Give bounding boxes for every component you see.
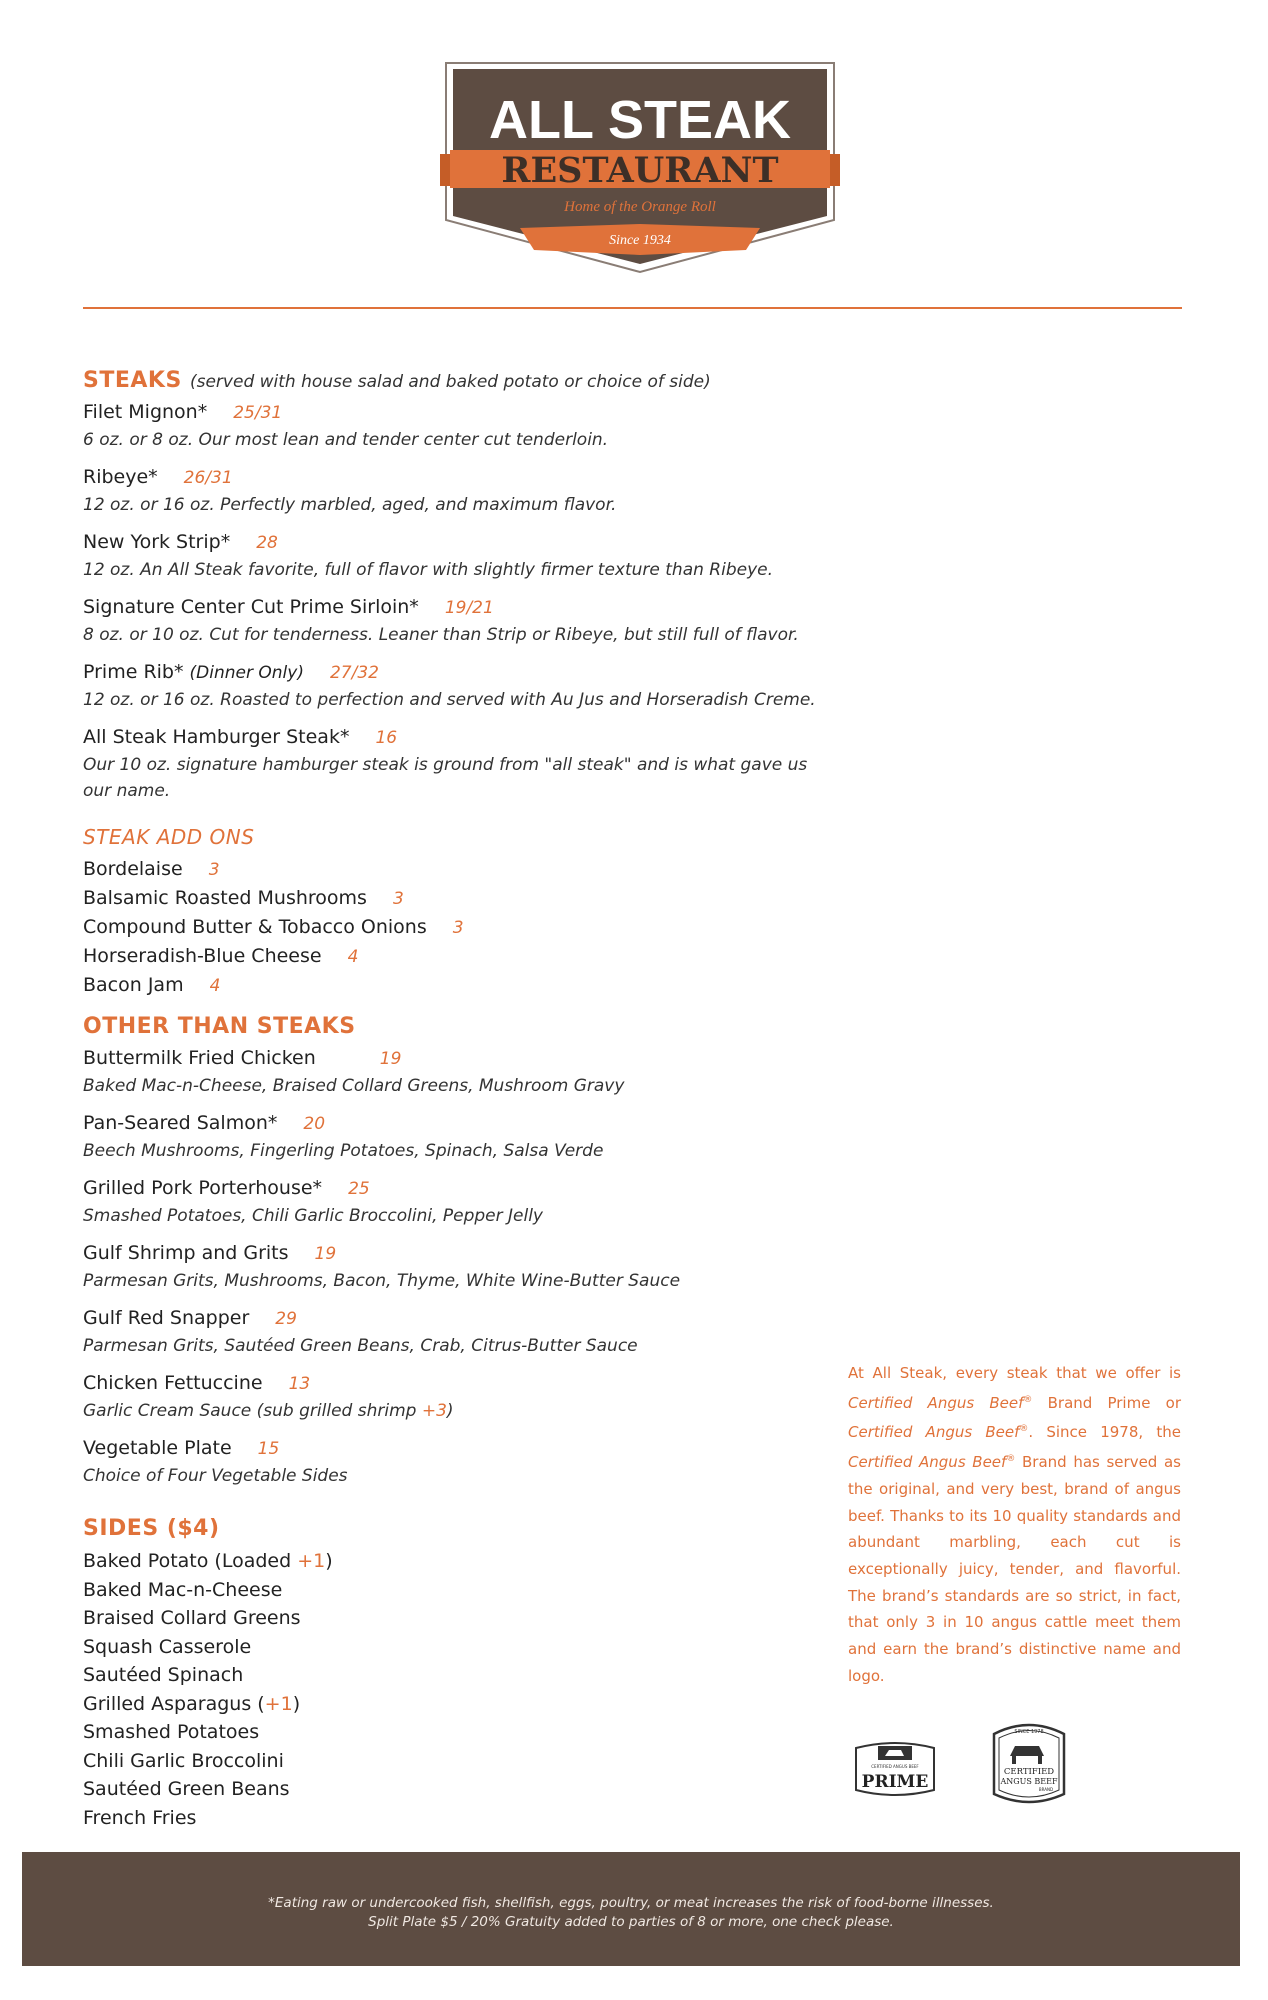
item-price: 19 <box>379 1049 402 1069</box>
menu-item <box>83 1435 823 1489</box>
side-item: Smashed Potatoes <box>83 1721 260 1743</box>
item-price: 25/31 <box>233 403 283 423</box>
side-item: Braised Collard Greens <box>83 1607 301 1629</box>
menu-column <box>83 368 823 1832</box>
gratuity-notice: Split Plate $5 / 20% Gratuity added to parties of 8 or more, one check please. <box>368 1914 894 1930</box>
item-description: Parmesan Grits, Sautéed Green Beans, Crab, Citrus-Butter Sauce <box>83 1336 638 1356</box>
side-item: Grilled Asparagus (+1) <box>83 1692 301 1715</box>
upcharge: +1 <box>297 1550 326 1572</box>
side-item: Squash Casserole <box>83 1635 252 1658</box>
item-note: (Dinner Only) <box>189 663 304 683</box>
item-name: Bacon Jam <box>83 974 184 996</box>
footer-disclaimer <box>22 1852 1240 1966</box>
item-name: Horseradish-Blue Cheese <box>83 945 322 967</box>
food-safety-notice: *Eating raw or undercooked fish, shellfish, eggs, poultry, or meat increases the risk of food-borne illnesses. <box>268 1895 994 1911</box>
item-name: Gulf Shrimp and Grits <box>83 1242 289 1264</box>
logo-since: Since 1934 <box>609 233 671 248</box>
upcharge: +1 <box>264 1692 293 1715</box>
item-price: 16 <box>375 728 398 748</box>
menu-item <box>83 659 823 713</box>
item-description: Garlic Cream Sauce (sub grilled shrimp +3) <box>83 1401 454 1421</box>
item-name: Ribeye* <box>83 466 158 488</box>
side-item: Chili Garlic Broccolini <box>83 1749 284 1772</box>
item-price: 19/21 <box>444 598 494 618</box>
logo-tagline: Home of the Orange Roll <box>564 199 716 215</box>
item-price: 29 <box>275 1309 297 1329</box>
side-item: Sautéed Spinach <box>83 1664 244 1686</box>
steaks-heading <box>83 368 823 393</box>
item-name: Bordelaise <box>83 858 183 880</box>
addon-item <box>83 884 823 913</box>
sides-section <box>83 1516 823 1832</box>
item-description: Choice of Four Vegetable Sides <box>83 1466 348 1486</box>
item-name: Vegetable Plate <box>83 1437 232 1459</box>
item-description: 12 oz. or 16 oz. Perfectly marbled, aged, and maximum flavor. <box>83 495 617 515</box>
logo-name-line1: ALL STEAK <box>488 90 792 150</box>
item-price: 27/32 <box>329 663 379 683</box>
side-item: Baked Potato (Loaded +1) <box>83 1550 333 1572</box>
addon-item <box>83 913 823 942</box>
svg-text:BRAND: BRAND <box>1038 1787 1054 1792</box>
menu-item <box>83 724 823 804</box>
menu-item <box>83 529 823 583</box>
addon-item <box>83 971 823 1000</box>
item-description: 8 oz. or 10 oz. Cut for tenderness. Leaner than Strip or Ribeye, but still full of flavor. <box>83 625 799 645</box>
upcharge: +3 <box>421 1401 447 1421</box>
item-price: 3 <box>392 889 404 909</box>
item-price: 25 <box>348 1179 370 1199</box>
menu-item <box>83 1110 823 1164</box>
item-name: Filet Mignon* <box>83 401 208 423</box>
item-description: Parmesan Grits, Mushrooms, Bacon, Thyme, White Wine-Butter Sauce <box>83 1271 681 1291</box>
menu-item <box>83 1175 823 1229</box>
item-price: 15 <box>257 1439 280 1459</box>
svg-text:SINCE 1978: SINCE 1978 <box>1014 1729 1044 1735</box>
item-name: Gulf Red Snapper <box>83 1307 250 1329</box>
prime-badge-logo <box>848 1738 942 1798</box>
restaurant-logo <box>440 58 840 276</box>
item-description: Smashed Potatoes, Chili Garlic Broccolini, Pepper Jelly <box>83 1206 543 1226</box>
addon-item <box>83 942 823 971</box>
item-description: Our 10 oz. signature hamburger steak is ground from "all steak" and is what gave us our name. <box>83 755 808 801</box>
item-price: 3 <box>208 860 220 880</box>
item-price: 26/31 <box>183 468 233 488</box>
menu-item <box>83 594 823 648</box>
addons-title: STEAK ADD ONS <box>83 825 255 849</box>
addons-section <box>83 825 823 1000</box>
item-name: Balsamic Roasted Mushrooms <box>83 887 367 909</box>
certified-angus-blurb: At All Steak, every steak that we offer is Certified Angus Beef® Brand Prime or Certified Angus Beef®. Since 1978, the Certified Angus Beef® Brand has served as the original, and very best, brand of angus beef. Thanks to its 10 quality standards and abundant marbling, each cut is exceptionally juicy, tender, and flavorful. The brand’s standards are so strict, in fact, that only 3 in 10 angus cattle meet them and earn the brand’s distinctive name and logo. <box>848 1364 1181 1685</box>
svg-text:PRIME: PRIME <box>861 1772 929 1792</box>
svg-text:ANGUS BEEF: ANGUS BEEF <box>1000 1777 1058 1786</box>
steaks-title: STEAKS <box>83 368 182 393</box>
item-name: All Steak Hamburger Steak* <box>83 726 350 748</box>
sides-title: SIDES ($4) <box>83 1516 220 1541</box>
item-name: Pan-Seared Salmon* <box>83 1112 278 1134</box>
item-name: Compound Butter & Tobacco Onions <box>83 916 427 938</box>
side-item: Sautéed Green Beans <box>83 1778 290 1800</box>
item-description: 12 oz. An All Steak favorite, full of flavor with slightly firmer texture than Ribeye. <box>83 560 773 580</box>
item-price: 20 <box>303 1114 326 1134</box>
item-price: 19 <box>314 1244 337 1264</box>
item-name: Buttermilk Fried Chicken <box>83 1047 316 1069</box>
menu-item <box>83 464 823 518</box>
item-price: 4 <box>347 947 359 967</box>
menu-item <box>83 1370 823 1424</box>
item-price: 3 <box>452 918 464 938</box>
svg-text:CERTIFIED: CERTIFIED <box>1003 1767 1055 1777</box>
addon-item <box>83 855 823 884</box>
side-item: French Fries <box>83 1806 197 1829</box>
item-name: Grilled Pork Porterhouse* <box>83 1177 323 1199</box>
header-divider <box>83 307 1182 309</box>
side-item: Baked Mac-n-Cheese <box>83 1578 283 1601</box>
other-title: OTHER THAN STEAKS <box>83 1014 356 1039</box>
certified-angus-beef-logo <box>990 1718 1068 1806</box>
item-price: 13 <box>288 1374 311 1394</box>
item-name: Signature Center Cut Prime Sirloin* <box>83 596 419 618</box>
item-price: 28 <box>256 533 278 553</box>
menu-item <box>83 399 823 453</box>
item-name: Chicken Fettuccine <box>83 1372 263 1394</box>
menu-item <box>83 1305 823 1359</box>
steaks-note: (served with house salad and baked potato or choice of side) <box>189 372 711 392</box>
menu-item <box>83 1240 823 1294</box>
item-name: Prime Rib* <box>83 661 184 683</box>
item-name: New York Strip* <box>83 531 231 553</box>
menu-item <box>83 1045 823 1099</box>
item-description: 6 oz. or 8 oz. Our most lean and tender center cut tenderloin. <box>83 430 609 450</box>
item-description: 12 oz. or 16 oz. Roasted to perfection and served with Au Jus and Horseradish Creme. <box>83 690 816 710</box>
logo-name-line2: RESTAURANT <box>501 150 779 191</box>
svg-text:CERTIFIED ANGUS BEEF: CERTIFIED ANGUS BEEF <box>871 1764 919 1769</box>
item-description: Baked Mac-n-Cheese, Braised Collard Greens, Mushroom Gravy <box>83 1076 625 1096</box>
item-description: Beech Mushrooms, Fingerling Potatoes, Spinach, Salsa Verde <box>83 1141 604 1161</box>
item-price: 4 <box>209 976 221 996</box>
